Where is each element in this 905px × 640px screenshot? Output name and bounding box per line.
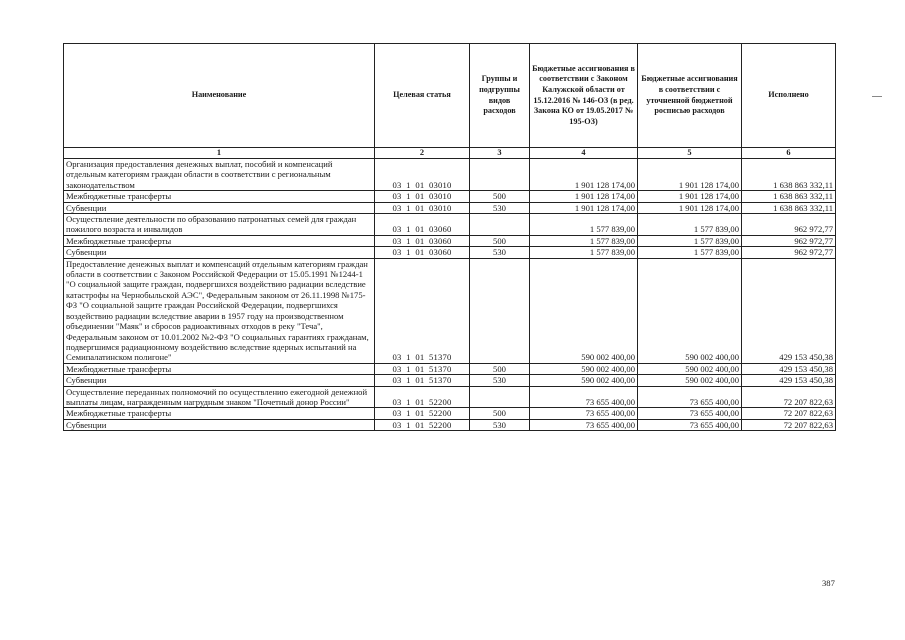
- cell-executed: 1 638 863 332,11: [742, 202, 836, 213]
- cell-target-article: 03 1 01 51370: [375, 363, 470, 374]
- header-name: Наименование: [64, 44, 375, 148]
- cell-budget-revised: 1 901 128 174,00: [638, 202, 742, 213]
- cell-target-article: 03 1 01 03010: [375, 159, 470, 191]
- cell-expense-group: 530: [470, 375, 530, 386]
- margin-mark: [872, 96, 882, 97]
- cell-expense-group: 500: [470, 191, 530, 202]
- cell-budget-law: 1 577 839,00: [530, 235, 638, 246]
- cell-budget-revised: 73 655 400,00: [638, 408, 742, 419]
- column-number: 1: [64, 148, 375, 159]
- cell-budget-law: 590 002 400,00: [530, 375, 638, 386]
- cell-target-article: 03 1 01 03060: [375, 235, 470, 246]
- page-number: 387: [822, 578, 835, 588]
- table-header: [64, 44, 836, 159]
- cell-expense-group: 500: [470, 235, 530, 246]
- column-number: 6: [742, 148, 836, 159]
- cell-budget-law: 1 901 128 174,00: [530, 202, 638, 213]
- cell-executed: 429 153 450,38: [742, 375, 836, 386]
- cell-budget-law: 73 655 400,00: [530, 419, 638, 430]
- cell-budget-revised: 1 577 839,00: [638, 235, 742, 246]
- cell-name: Субвенции: [64, 419, 375, 430]
- column-number: 3: [470, 148, 530, 159]
- table-row: [64, 159, 836, 191]
- cell-budget-law: 73 655 400,00: [530, 386, 638, 408]
- column-number: 2: [375, 148, 470, 159]
- header-expense-groups: Группы и подгруппы видов расходов: [470, 44, 530, 148]
- cell-executed: 72 207 822,63: [742, 419, 836, 430]
- cell-name: Субвенции: [64, 202, 375, 213]
- cell-budget-revised: 590 002 400,00: [638, 258, 742, 363]
- cell-executed: 1 638 863 332,11: [742, 191, 836, 202]
- cell-target-article: 03 1 01 51370: [375, 375, 470, 386]
- cell-expense-group: [470, 159, 530, 191]
- cell-target-article: 03 1 01 52200: [375, 419, 470, 430]
- cell-budget-revised: 73 655 400,00: [638, 386, 742, 408]
- table-row: [64, 202, 836, 213]
- cell-expense-group: [470, 386, 530, 408]
- budget-table: [63, 43, 836, 431]
- header-target-article: Целевая статья: [375, 44, 470, 148]
- cell-budget-revised: 590 002 400,00: [638, 375, 742, 386]
- cell-target-article: 03 1 01 03060: [375, 247, 470, 258]
- cell-expense-group: 500: [470, 408, 530, 419]
- table-row: [64, 247, 836, 258]
- header-row: [64, 44, 836, 148]
- cell-target-article: 03 1 01 03010: [375, 202, 470, 213]
- table-row: [64, 419, 836, 430]
- cell-budget-revised: 73 655 400,00: [638, 419, 742, 430]
- cell-name: Осуществление переданных полномочий по осуществлению ежегодной денежной выплаты лицам, награжденным нагрудным знаком "Почетный донор России": [64, 386, 375, 408]
- cell-target-article: 03 1 01 51370: [375, 258, 470, 363]
- header-budget-law: Бюджетные ассигнования в соответствии с Законом Калужской области от 15.12.2016 № 146-ОЗ (в ред. Закона КО от 19.05.2017 № 195-ОЗ): [530, 44, 638, 148]
- cell-executed: 429 153 450,38: [742, 258, 836, 363]
- cell-expense-group: 500: [470, 363, 530, 374]
- cell-name: Межбюджетные трансферты: [64, 408, 375, 419]
- cell-target-article: 03 1 01 52200: [375, 408, 470, 419]
- cell-target-article: 03 1 01 52200: [375, 386, 470, 408]
- cell-budget-law: 590 002 400,00: [530, 258, 638, 363]
- column-number-row: [64, 148, 836, 159]
- cell-expense-group: [470, 258, 530, 363]
- table-row: [64, 214, 836, 236]
- cell-target-article: 03 1 01 03060: [375, 214, 470, 236]
- cell-budget-revised: 1 901 128 174,00: [638, 159, 742, 191]
- cell-expense-group: 530: [470, 202, 530, 213]
- table-row: [64, 375, 836, 386]
- cell-budget-revised: 1 577 839,00: [638, 214, 742, 236]
- cell-name: Межбюджетные трансферты: [64, 235, 375, 246]
- table-row: [64, 386, 836, 408]
- table-row: [64, 408, 836, 419]
- cell-budget-law: 1 901 128 174,00: [530, 191, 638, 202]
- cell-budget-law: 590 002 400,00: [530, 363, 638, 374]
- cell-budget-law: 1 577 839,00: [530, 214, 638, 236]
- cell-executed: 72 207 822,63: [742, 408, 836, 419]
- cell-expense-group: 530: [470, 419, 530, 430]
- table-row: [64, 235, 836, 246]
- cell-target-article: 03 1 01 03010: [375, 191, 470, 202]
- cell-name: Межбюджетные трансферты: [64, 191, 375, 202]
- cell-executed: 962 972,77: [742, 214, 836, 236]
- cell-budget-revised: 1 901 128 174,00: [638, 191, 742, 202]
- table-row: [64, 258, 836, 363]
- cell-name: Межбюджетные трансферты: [64, 363, 375, 374]
- header-budget-revised: Бюджетные ассигнования в соответствии с уточненной бюджетной росписью расходов: [638, 44, 742, 148]
- cell-executed: 72 207 822,63: [742, 386, 836, 408]
- table-row: [64, 363, 836, 374]
- header-executed: Исполнено: [742, 44, 836, 148]
- cell-expense-group: [470, 214, 530, 236]
- cell-budget-revised: 590 002 400,00: [638, 363, 742, 374]
- table-body: [64, 159, 836, 431]
- cell-executed: 962 972,77: [742, 247, 836, 258]
- cell-budget-law: 1 901 128 174,00: [530, 159, 638, 191]
- cell-executed: 429 153 450,38: [742, 363, 836, 374]
- cell-budget-law: 73 655 400,00: [530, 408, 638, 419]
- cell-name: Организация предоставления денежных выплат, пособий и компенсаций отдельным категориям граждан области в соответствии с региональным законодательством: [64, 159, 375, 191]
- column-number: 4: [530, 148, 638, 159]
- cell-executed: 1 638 863 332,11: [742, 159, 836, 191]
- cell-name: Субвенции: [64, 375, 375, 386]
- cell-executed: 962 972,77: [742, 235, 836, 246]
- cell-name: Субвенции: [64, 247, 375, 258]
- cell-name: Предоставление денежных выплат и компенсаций отдельным категориям граждан области в соответствии с Законом Российской Федерации от 15.05.1991 №1244-1 "О социальной защите граждан, подвергшихся воздействию радиации вследствие катастрофы на Чернобыльской АЭС", Федеральным законом от 26.11.1998 №175-ФЗ "О социальной защите граждан Российской Федерации, подвергшихся воздействию радиации вследствие аварии в 1957 году на производственном объединении "Маяк" и сбросов радиоактивных отходов в реку "Теча", Федеральным законом от 10.01.2002 №2-ФЗ "О социальных гарантиях гражданам, подвергшимся радиационному воздействию вследствие ядерных испытаний на Семипалатинском полигоне": [64, 258, 375, 363]
- table-row: [64, 191, 836, 202]
- cell-expense-group: 530: [470, 247, 530, 258]
- column-number: 5: [638, 148, 742, 159]
- cell-budget-revised: 1 577 839,00: [638, 247, 742, 258]
- cell-budget-law: 1 577 839,00: [530, 247, 638, 258]
- cell-name: Осуществление деятельности по образованию патронатных семей для граждан пожилого возраста и инвалидов: [64, 214, 375, 236]
